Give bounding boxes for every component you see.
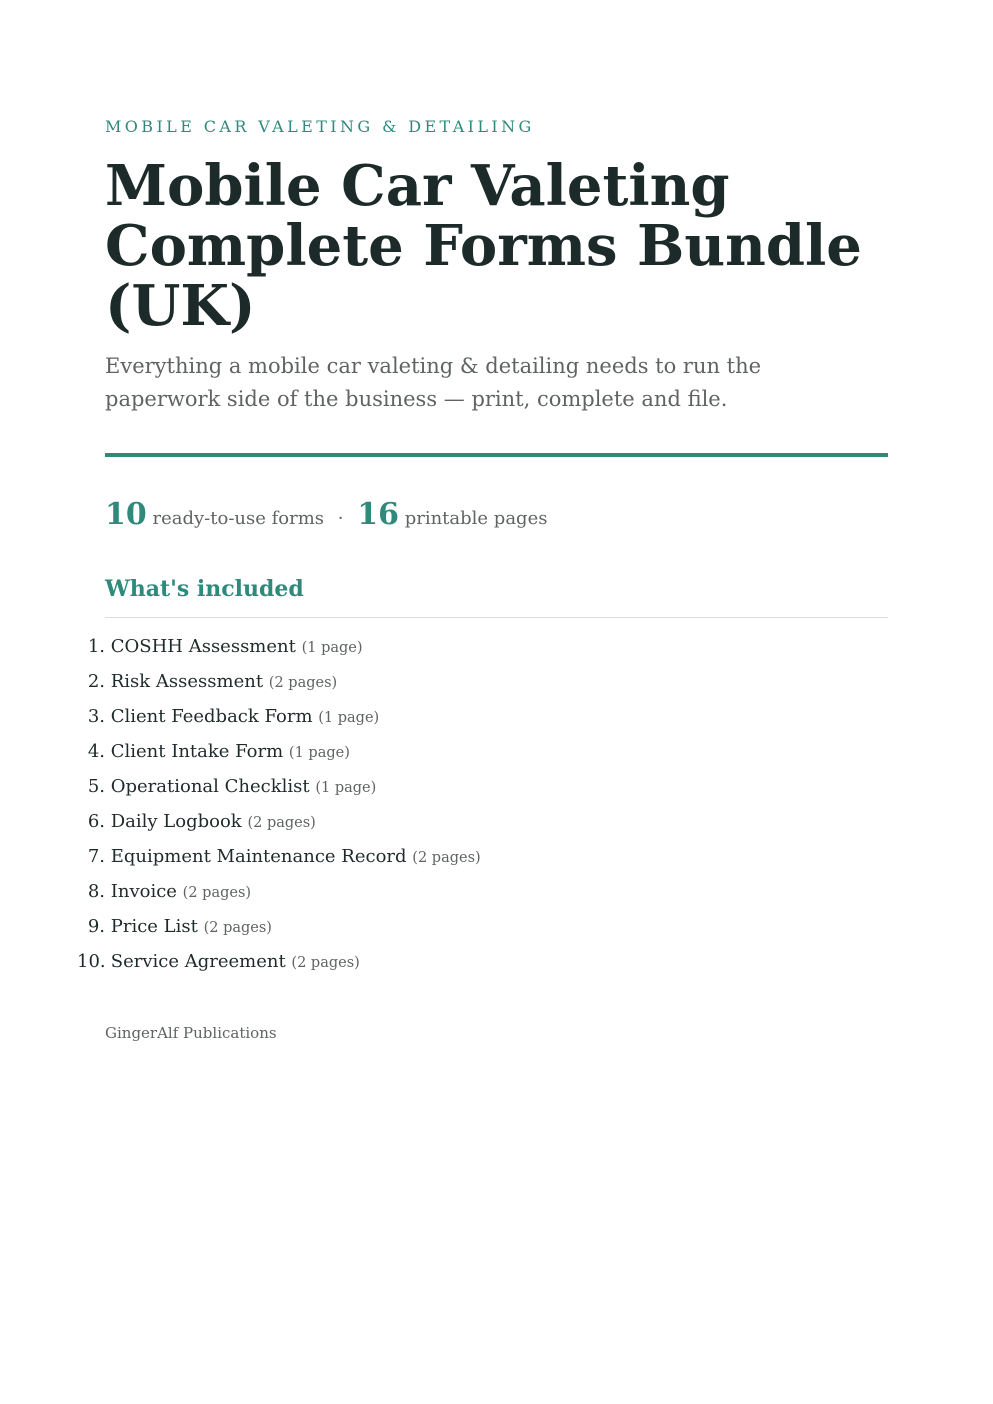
list-item-number: 7. <box>87 846 105 867</box>
list-item-pages: (2 pages) <box>182 885 252 901</box>
list-item <box>87 842 481 877</box>
section-heading-included: What's included <box>105 576 304 602</box>
forms-count-label: ready-to-use forms <box>152 508 325 529</box>
list-item-number: 5. <box>87 776 105 797</box>
list-item-pages: (1 page) <box>318 710 380 726</box>
list-item-pages: (1 page) <box>288 745 350 761</box>
section-divider <box>105 617 888 618</box>
list-item-number: 1. <box>87 636 105 657</box>
accent-divider <box>105 453 888 457</box>
list-item-pages: (2 pages) <box>268 675 338 691</box>
page-subtitle: Everything a mobile car valeting & detailing needs to run the paperwork side of the business — print, complete and file. <box>105 354 762 411</box>
list-item <box>87 632 481 667</box>
list-item <box>87 737 481 772</box>
list-item-pages: (2 pages) <box>203 920 272 936</box>
list-item-name: Client Intake Form <box>110 741 284 762</box>
list-item-name: COSHH Assessment <box>110 636 296 657</box>
publisher-footer: GingerAlf Publications <box>105 1024 277 1042</box>
list-item-pages: (2 pages) <box>247 815 316 831</box>
bundle-stats <box>105 497 547 532</box>
list-item-number: 10. <box>77 951 106 972</box>
list-item-name: Invoice <box>110 881 177 902</box>
list-item <box>87 667 481 702</box>
list-item <box>87 807 481 842</box>
list-item-name: Operational Checklist <box>110 776 310 797</box>
list-item <box>87 702 481 737</box>
list-item <box>87 912 481 947</box>
list-item-name: Daily Logbook <box>110 811 242 832</box>
list-item-name: Equipment Maintenance Record <box>110 846 407 867</box>
category-eyebrow: MOBILE CAR VALETING & DETAILING <box>105 117 535 136</box>
stats-separator: · <box>337 508 344 529</box>
list-item-pages: (1 page) <box>315 780 377 796</box>
list-item-name: Price List <box>110 916 198 937</box>
list-item-pages: (1 page) <box>301 640 363 656</box>
list-item-pages: (2 pages) <box>291 955 360 971</box>
list-item-name: Client Feedback Form <box>110 706 313 727</box>
list-item <box>87 877 481 912</box>
pages-count: 16 <box>357 497 399 532</box>
list-item-number: 4. <box>87 741 105 762</box>
list-item <box>77 947 481 982</box>
list-item-number: 9. <box>87 916 105 937</box>
forms-list <box>77 632 481 982</box>
list-item-name: Service Agreement <box>110 951 286 972</box>
forms-count: 10 <box>105 497 147 532</box>
list-item-number: 6. <box>87 811 105 832</box>
list-item-pages: (2 pages) <box>412 850 481 866</box>
list-item-number: 8. <box>87 881 105 902</box>
pages-count-label: printable pages <box>404 508 548 529</box>
list-item-name: Risk Assessment <box>110 671 264 692</box>
list-item-number: 3. <box>87 706 105 727</box>
list-item-number: 2. <box>87 671 105 692</box>
page-title: Mobile Car Valeting Complete Forms Bundle (UK) <box>105 153 862 339</box>
list-item <box>87 772 481 807</box>
